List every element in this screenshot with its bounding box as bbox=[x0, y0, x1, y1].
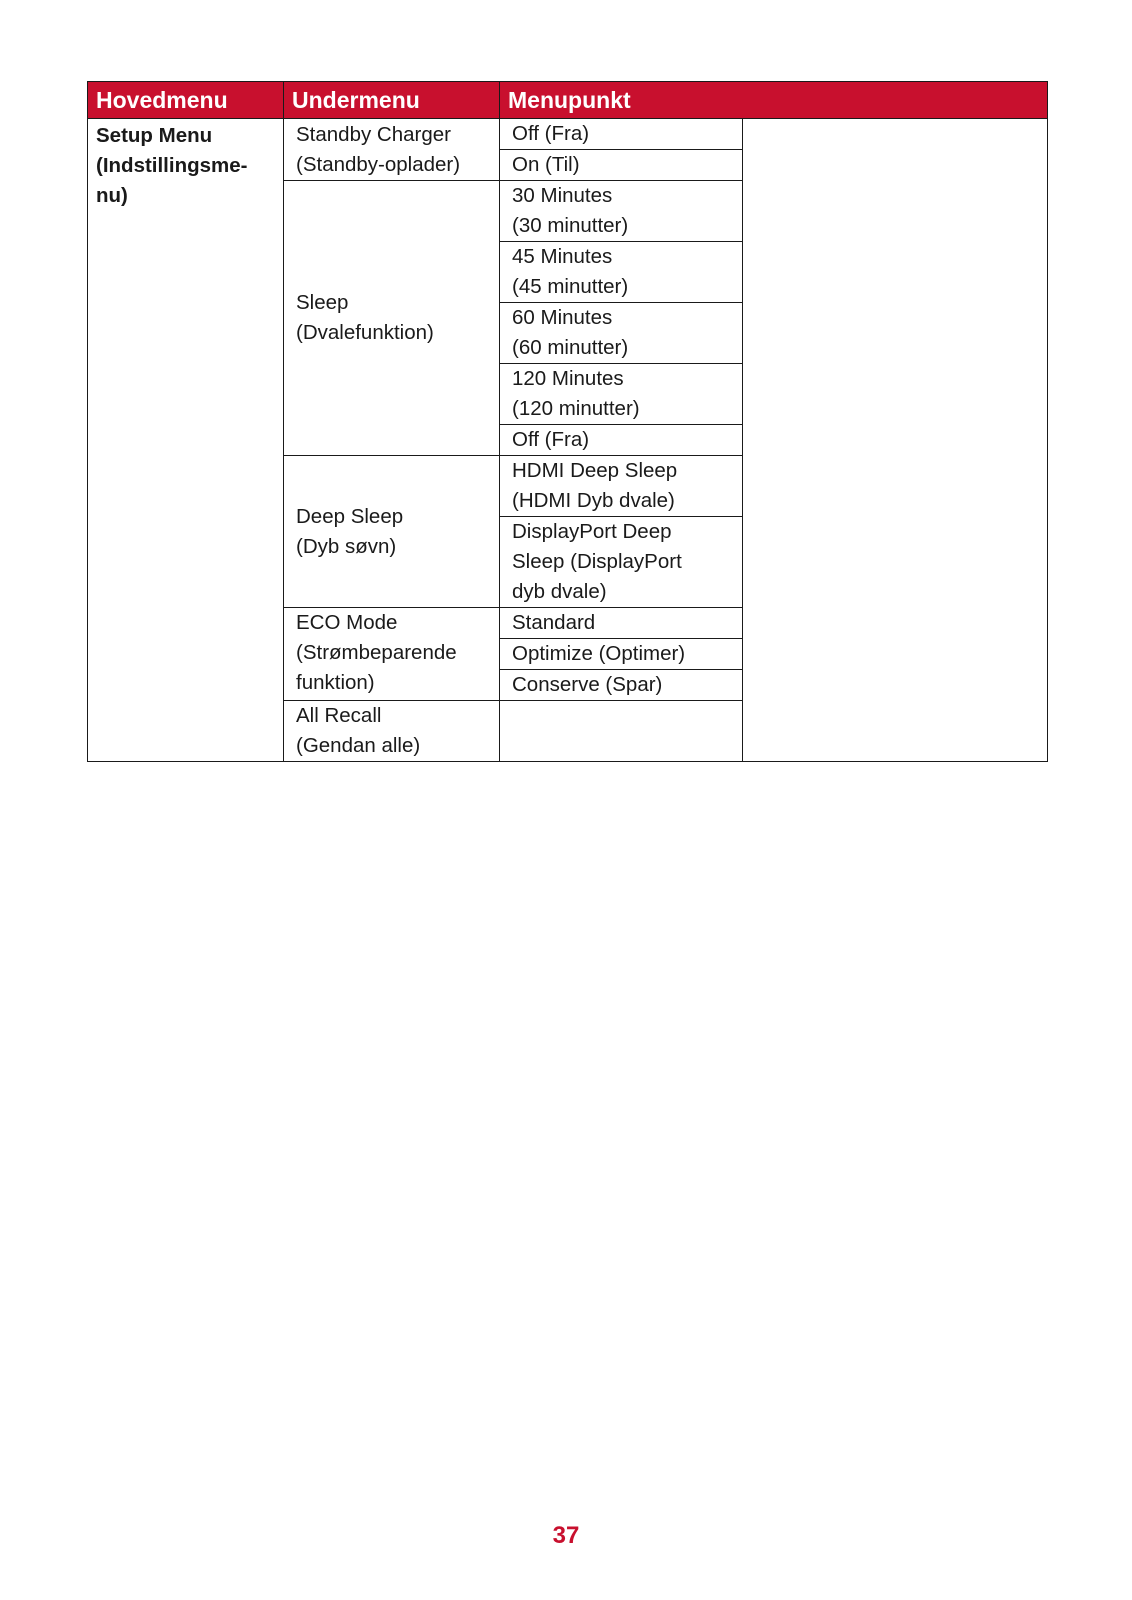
item-eco-conserve: Conserve (Spar) bbox=[500, 670, 743, 701]
submenu-line: funktion) bbox=[296, 671, 375, 694]
submenu-line: (Strømbeparende bbox=[296, 641, 457, 664]
item-sleep-45 bbox=[500, 242, 743, 303]
item-line: (120 minutter) bbox=[512, 397, 640, 420]
submenu-eco-mode bbox=[284, 608, 500, 701]
item-line: (30 minutter) bbox=[512, 214, 629, 237]
item-line: 45 Minutes bbox=[512, 245, 613, 268]
header-menu-item: Menupunkt bbox=[500, 82, 1048, 119]
item-line: 120 Minutes bbox=[512, 367, 624, 390]
submenu-sleep bbox=[284, 181, 500, 456]
item-displayport-deep-sleep bbox=[500, 517, 743, 608]
osd-menu-table bbox=[87, 81, 1048, 762]
item-line: DisplayPort Deep bbox=[512, 520, 672, 543]
submenu-deep-sleep bbox=[284, 456, 500, 608]
item-line: 30 Minutes bbox=[512, 184, 613, 207]
main-menu-line: nu) bbox=[96, 184, 128, 207]
submenu-line: ECO Mode bbox=[296, 611, 398, 634]
item-line: dyb dvale) bbox=[512, 580, 607, 603]
item-line: (45 minutter) bbox=[512, 275, 629, 298]
submenu-line: (Dyb søvn) bbox=[296, 534, 397, 558]
table-header-row bbox=[88, 82, 1048, 119]
item-hdmi-deep-sleep bbox=[500, 456, 743, 517]
main-menu-line: Setup Menu bbox=[96, 124, 213, 147]
item-standby-off: Off (Fra) bbox=[500, 119, 743, 150]
submenu-line: (Gendan alle) bbox=[296, 734, 421, 757]
item-standby-on: On (Til) bbox=[500, 150, 743, 181]
item-sleep-off: Off (Fra) bbox=[500, 425, 743, 456]
item-sleep-30 bbox=[500, 181, 743, 242]
item-line: Sleep (DisplayPort bbox=[512, 550, 682, 573]
main-menu-cell bbox=[88, 119, 284, 762]
submenu-line: Sleep bbox=[296, 291, 349, 314]
submenu-line: All Recall bbox=[296, 704, 382, 727]
submenu-line: (Dvalefunktion) bbox=[296, 321, 434, 344]
item-sleep-120 bbox=[500, 364, 743, 425]
item-eco-standard: Standard bbox=[500, 608, 743, 639]
item-sleep-60 bbox=[500, 303, 743, 364]
item-eco-optimize: Optimize (Optimer) bbox=[500, 639, 743, 670]
submenu-all-recall bbox=[284, 701, 500, 762]
main-menu-line: (Indstillingsme- bbox=[96, 154, 248, 177]
submenu-standby-charger bbox=[284, 119, 500, 181]
item-line: (60 minutter) bbox=[512, 336, 629, 359]
item-all-recall-empty bbox=[500, 701, 743, 762]
submenu-line: Deep Sleep bbox=[296, 504, 404, 528]
item-line: (HDMI Dyb dvale) bbox=[512, 489, 675, 512]
table-row bbox=[88, 119, 1048, 150]
submenu-line: (Standby-oplader) bbox=[296, 152, 461, 176]
header-submenu: Undermenu bbox=[284, 82, 500, 119]
item-line: HDMI Deep Sleep bbox=[512, 459, 678, 482]
page-number: 37 bbox=[552, 1522, 580, 1549]
header-main-menu: Hovedmenu bbox=[88, 82, 284, 119]
blank-column bbox=[743, 119, 1048, 762]
submenu-line: Standby Charger bbox=[296, 122, 451, 146]
item-line: 60 Minutes bbox=[512, 306, 613, 329]
